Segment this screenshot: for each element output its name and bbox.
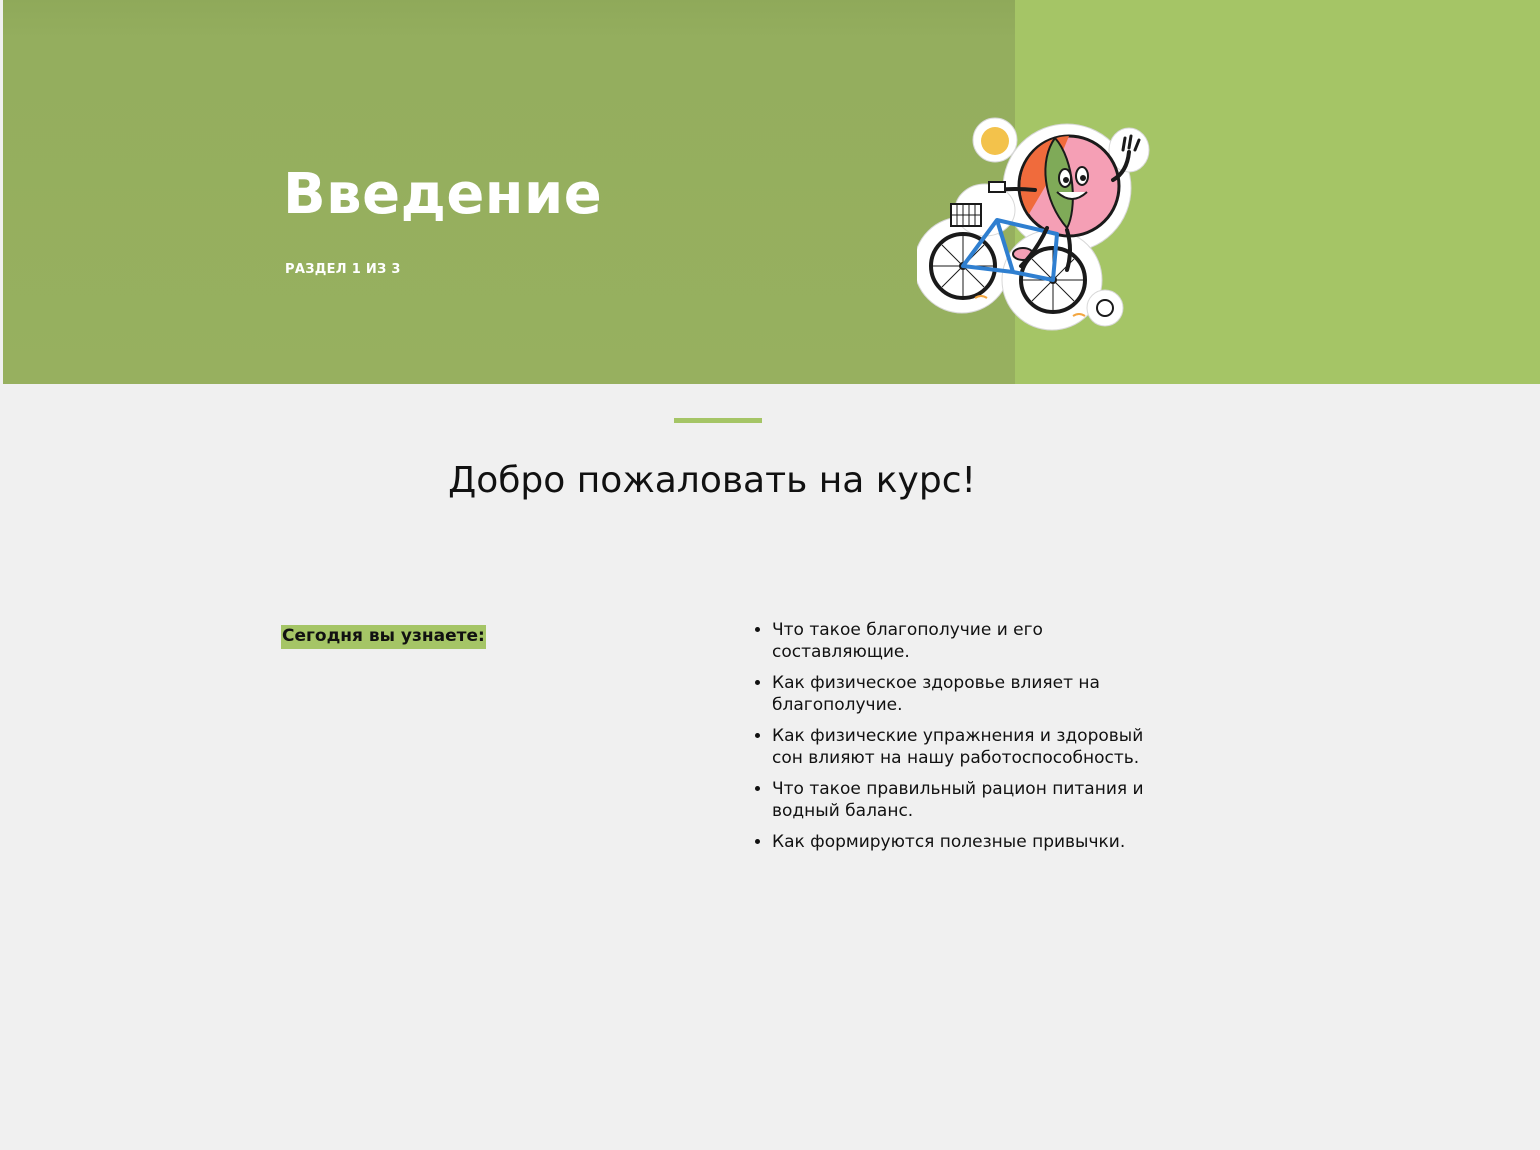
- cyclist-watermelon-sticker-image: [917, 110, 1157, 335]
- learn-label: Сегодня вы узнаете:: [281, 625, 486, 649]
- list-item: • Что такое правильный рацион питания и водный баланс.: [772, 778, 1167, 822]
- accent-divider: [674, 418, 762, 423]
- welcome-heading: Добро пожаловать на курс!: [448, 460, 976, 501]
- topics-list: [752, 619, 1167, 862]
- list-item: • Как формируются полезные привычки.: [772, 831, 1167, 853]
- list-item: • Как физическое здоровье влияет на благополучие.: [772, 672, 1167, 716]
- list-item: • Как физические упражнения и здоровый сон влияют на нашу работоспособность.: [772, 725, 1167, 769]
- section-title: Введение: [283, 162, 603, 227]
- list-item: • Что такое благополучие и его составляющие.: [772, 619, 1167, 663]
- section-progress-label: РАЗДЕЛ 1 ИЗ 3: [285, 262, 401, 277]
- section-banner: [0, 0, 1540, 384]
